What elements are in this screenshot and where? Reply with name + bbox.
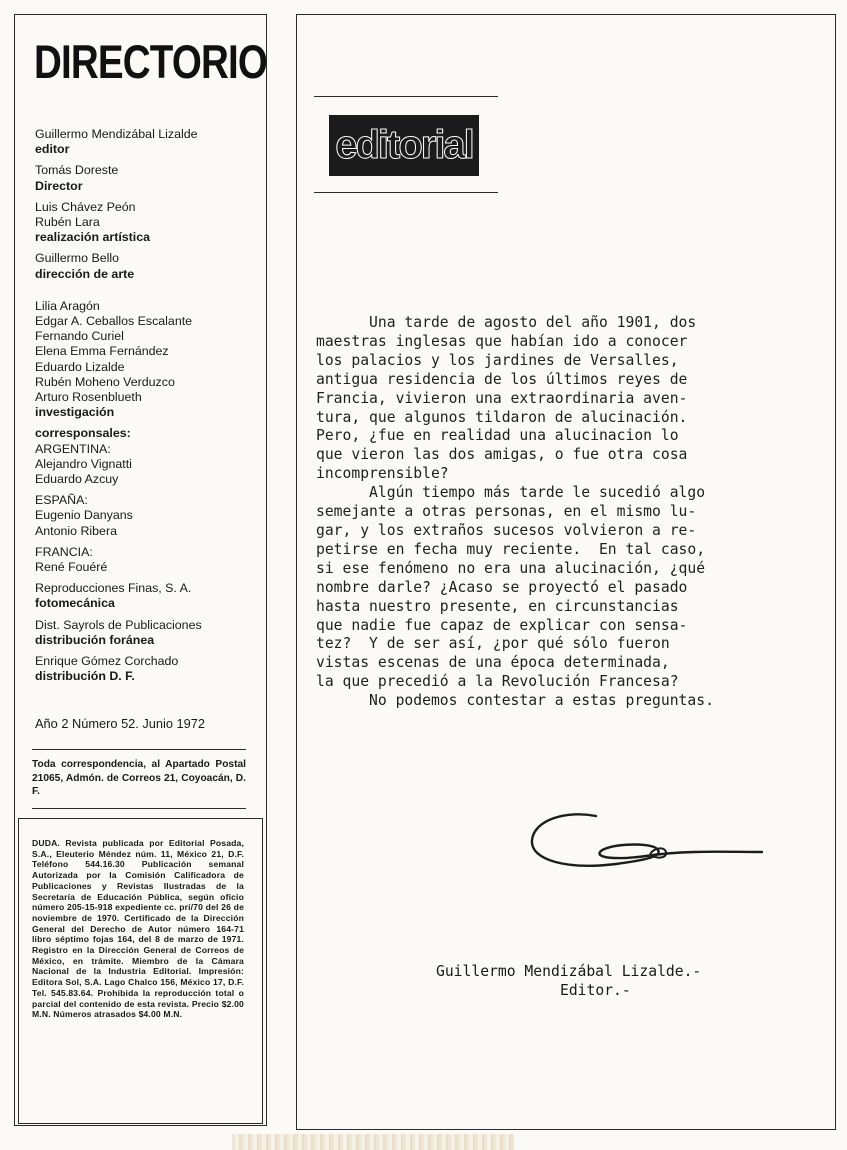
- credit-name: ARGENTINA:: [35, 441, 111, 456]
- credit-name: Rubén Lara: [35, 215, 100, 230]
- page-edge-stain: [232, 1134, 514, 1150]
- editorial-line: Algún tiempo más tarde le sucedió algo: [316, 484, 706, 502]
- credit-name: Luis Chávez Peón: [35, 199, 136, 214]
- editorial-line: antigua residencia de los últimos reyes de: [316, 370, 688, 388]
- colophon-text: DUDA. Revista publicada por Editorial Posada, S.A., Eleuterio Méndez núm. 11, México 21, D.F. Teléfono 544.16.30 Publicación semanal Autorizada por la Comisión Calificadora de Publicaciones y Revistas Ilustradas de la Secretaría de Educación Pública, según oficio número 205-15-918 expediente cc. pri/70 del 26 de noviembre de 1970. Certificado de la Dirección General del Derecho de Autor número 164-71 libro séptimo fojas 164, del 8 de marzo de 1971. Registro en la Dirección General de Correos de México, en trámite. Miembro de la Cámara Nacional de la Industria Editorial. Impresión: Editora Sol, S.A. Lago Chalco 156, México 17, D.F. Tel. 545.83.64. Prohibida la reproducción total o parcial del contenido de esta revista. Precio $2.00 M.N. Números atrasados $4.00 M.N.: [32, 838, 244, 1020]
- credit-block: [35, 299, 260, 421]
- credit-name: Guillermo Mendizábal Lizalde: [35, 127, 198, 141]
- editorial-line: que vieron las dos amigas, o fue otra cosa: [316, 446, 688, 464]
- credit-block: [35, 163, 260, 193]
- editorial-line: incomprensible?: [316, 465, 449, 483]
- credit-name: Eugenio Danyans: [35, 508, 133, 523]
- editorial-line: tura, que algunos tildaron de alucinación.: [316, 408, 688, 426]
- credit-name: Tomás Doreste: [35, 163, 119, 178]
- credit-role: corresponsales:: [35, 426, 131, 441]
- credit-name: Rubén Moheno Verduzco: [35, 374, 175, 389]
- credit-block: [35, 618, 260, 648]
- logo-rule-bottom: [314, 192, 498, 193]
- editorial-line: Francia, vivieron una extraordinaria aven-: [316, 389, 688, 407]
- credit-block: [35, 654, 260, 684]
- credit-block: [35, 127, 260, 157]
- credit-role: Director: [35, 178, 83, 193]
- credit-name: Antonio Ribera: [35, 523, 117, 538]
- editorial-line: los palacios y los jardines de Versalles,: [316, 351, 679, 369]
- signature-name: Guillermo Mendizábal Lizalde.-: [436, 963, 702, 980]
- credit-role: dirección de arte: [35, 266, 135, 281]
- credits-list: [35, 127, 260, 691]
- credit-name: ESPAÑA:: [35, 493, 88, 508]
- editorial-body: [316, 314, 822, 711]
- editorial-line: Una tarde de agosto del año 1901, dos: [316, 314, 697, 331]
- credit-name: René Fouéré: [35, 560, 108, 575]
- credit-block: [35, 493, 260, 539]
- credit-name: Eduardo Lizalde: [35, 359, 125, 374]
- credit-name: Alejandro Vignatti: [35, 456, 132, 471]
- credit-name: Arturo Rosenblueth: [35, 390, 142, 405]
- editorial-line: que nadie fue capaz de explicar con sensa-: [316, 616, 688, 634]
- credit-name: Edgar A. Ceballos Escalante: [35, 314, 193, 329]
- credit-role: fotomecánica: [35, 596, 115, 611]
- credit-name: Guillermo Bello: [35, 251, 120, 266]
- credit-role: investigación: [35, 405, 115, 420]
- editorial-line: si ese fenómeno no era una alucinación, ¿qué: [316, 559, 706, 577]
- directory-title: DIRECTORIO: [34, 35, 268, 88]
- correspondence-note: Toda correspondencia, al Apartado Postal 21065, Admón. de Correos 21, Coyoacán, D. F.: [32, 759, 246, 797]
- editorial-line: No podemos contestar a estas preguntas.: [316, 692, 714, 710]
- editorial-line: la que precedió a la Revolución Francesa?: [316, 673, 679, 691]
- credit-block: [35, 426, 260, 487]
- editorial-line: gar, y los extraños sucesos volvieron a re-: [316, 521, 697, 539]
- handwritten-signature: [526, 808, 766, 878]
- credit-role: distribución foránea: [35, 632, 155, 647]
- editorial-line: tez? Y de ser así, ¿por qué sólo fueron: [316, 635, 670, 653]
- editorial-line: Pero, ¿fue en realidad una alucinacion lo: [316, 427, 679, 445]
- credit-block: [35, 251, 260, 281]
- credit-block: [35, 581, 260, 611]
- credit-role: distribución D. F.: [35, 669, 135, 684]
- divider-bottom: [32, 808, 246, 809]
- editorial-line: hasta nuestro presente, en circunstancias: [316, 597, 679, 615]
- credit-name: Dist. Sayrols de Publicaciones: [35, 617, 202, 632]
- credit-name: FRANCIA:: [35, 544, 93, 559]
- credit-name: Elena Emma Fernández: [35, 344, 169, 359]
- editorial-line: nombre darle? ¿Acaso se proyectó el pasado: [316, 578, 688, 596]
- credit-role: realización artística: [35, 230, 151, 245]
- credit-name: Lilia Aragón: [35, 298, 100, 313]
- credit-name: Fernando Curiel: [35, 329, 124, 344]
- credit-block: [35, 545, 260, 575]
- credit-name: Reproducciones Finas, S. A.: [35, 581, 192, 596]
- credit-block: [35, 200, 260, 246]
- editorial-logo: editorial: [329, 115, 479, 176]
- credit-name: Eduardo Azcuy: [35, 472, 119, 487]
- editorial-line: maestras inglesas que habían ido a conocer: [316, 332, 688, 350]
- credit-name: Enrique Gómez Corchado: [35, 654, 179, 669]
- logo-rule-top: [314, 96, 498, 97]
- credit-role: editor: [35, 142, 70, 157]
- editorial-line: petirse en fecha muy reciente. En tal caso,: [316, 540, 706, 558]
- divider-top: [32, 749, 246, 750]
- editorial-line: vistas escenas de una época determinada,: [316, 654, 670, 672]
- signature-title: Editor.-: [560, 982, 631, 999]
- issue-info: Año 2 Número 52. Junio 1972: [35, 716, 206, 731]
- editorial-line: semejante a otras personas, en el mismo lu-: [316, 503, 697, 521]
